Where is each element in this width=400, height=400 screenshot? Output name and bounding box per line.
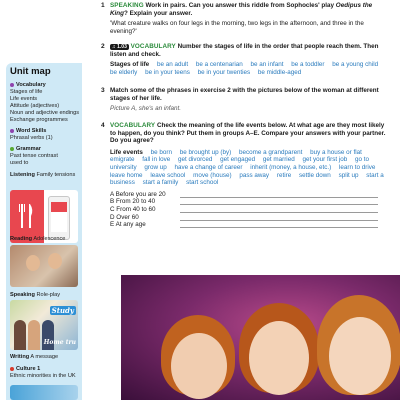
age-group-row[interactable]: B From 20 to 40 (110, 198, 388, 206)
unit-map-item: Noun and adjective endings (10, 110, 80, 116)
exercise-instruction: Number the stages of life in the order that people reach them. Then listen and check. (110, 43, 379, 58)
section-culture: Culture 1 (10, 366, 82, 373)
exercise-instruction: Work in pairs. Can you answer this riddle from Sophocles' play (145, 2, 335, 9)
section-grammar: Grammar (10, 146, 82, 153)
age-groups (110, 191, 388, 229)
word-item: get your first job (302, 156, 348, 164)
word-item: be a young child (332, 61, 379, 69)
age-group-row[interactable]: A Before you are 20 (110, 191, 388, 199)
exercise-number: 4 (101, 122, 105, 129)
home-label: Home tru (43, 339, 76, 346)
word-item: be in your twenties (197, 68, 251, 76)
word-item: fall in love (142, 156, 171, 164)
exercise-tag: VOCABULARY (110, 122, 156, 129)
example-answer: Picture A, she's an infant. (110, 105, 181, 113)
exercise-number: 1 (101, 2, 105, 9)
exercise-3 (101, 87, 388, 113)
word-item: be elderly (110, 68, 138, 76)
word-item: split up (338, 171, 359, 179)
word-item: grow up (144, 163, 167, 171)
exercise-2 (101, 43, 388, 76)
word-item: be an adult (156, 61, 189, 69)
bullet-icon (10, 147, 14, 151)
exercise-1 (101, 2, 388, 35)
word-item: leave school (150, 171, 186, 179)
section-vocabulary: Vocabulary (10, 82, 82, 89)
study-label: Study (51, 306, 74, 315)
section-writing: Writing A message (10, 354, 59, 360)
word-item: start a family (142, 179, 179, 187)
life-stages-photo (121, 275, 400, 400)
exercise-4 (101, 122, 388, 229)
word-item: be born (150, 148, 173, 156)
unit-map-item: Past tense contrast (10, 153, 58, 159)
section-word-skills: Word Skills (10, 128, 82, 135)
age-group-row[interactable]: E At any age (110, 221, 388, 229)
word-item: be a toddler (291, 61, 325, 69)
word-item: be a centenarian (195, 61, 243, 69)
word-item: retire (276, 171, 292, 179)
exercise-instruction: Match some of the phrases in exercise 2 with the pictures below of the woman at different stages of her life. (110, 87, 379, 102)
word-item: leave home (110, 171, 143, 179)
unit-map-item: Stages of life (10, 89, 43, 95)
exercise-tag: SPEAKING (110, 2, 144, 9)
word-item: move (house) (193, 171, 232, 179)
word-item: be in your teens (145, 68, 190, 76)
exercise-instruction-end: ? Explain your answer. (124, 9, 193, 17)
section-reading: Reading Adolescence (10, 236, 66, 242)
exercise-instruction: Check the meaning of the life events below. At what age are they most likely to happen, do you think? Put them in groups A–E. Compare your answers with your partner. Do you agree? (110, 122, 386, 145)
word-item: emigrate (110, 156, 135, 164)
child-face (249, 321, 309, 395)
phone-icon (48, 196, 70, 240)
answer-line[interactable] (180, 227, 378, 228)
word-item: be brought up (by) (179, 148, 232, 156)
exercise-number: 2 (101, 43, 105, 50)
bullet-icon (10, 367, 14, 371)
word-item: start a business (110, 171, 384, 187)
word-pool (110, 149, 388, 187)
unit-map-sidebar (0, 0, 82, 400)
word-item: start school (186, 179, 219, 187)
word-item: go to university (110, 156, 370, 171)
reading-thumbnail (10, 245, 78, 287)
unit-map-item: Phrasal verbs (1) (10, 135, 53, 141)
unit-map-item: Exchange programmes (10, 117, 68, 123)
word-item: learn to drive (339, 163, 376, 171)
word-item: become a grandparent (238, 148, 303, 156)
speaking-thumbnail (10, 300, 78, 350)
word-pool-heading: Life events (110, 148, 143, 156)
child-face (329, 317, 391, 395)
word-item: get engaged (220, 156, 256, 164)
word-item: pass away (239, 171, 270, 179)
child-face (171, 333, 227, 399)
unit-map-item: Attitude (adjectives) (10, 103, 60, 109)
audio-track-icon[interactable]: ♫ 1.03 (112, 44, 127, 50)
section-listening: Listening Family tensions (10, 172, 76, 178)
word-item: have a change of career (174, 163, 243, 171)
word-item: buy a house or flat (310, 148, 362, 156)
word-item: be an infant (250, 61, 284, 69)
section-speaking: Speaking Role-play (10, 292, 61, 298)
unit-map-item: Life events (10, 96, 38, 102)
culture-topic: Ethnic minorities in the UK (10, 373, 76, 379)
riddle-text: 'What creature walks on four legs in the morning, two legs in the afternoon, and three in the evening?' (110, 20, 364, 35)
word-item: get divorced (178, 156, 213, 164)
unit-map-title: Unit map (10, 66, 51, 77)
word-item: get married (262, 156, 295, 164)
word-item: be middle-aged (257, 68, 302, 76)
word-pool-heading: Stages of life (110, 61, 150, 69)
exercise-tag: VOCABULARY (130, 43, 176, 50)
bullet-icon (10, 129, 14, 133)
play-title: Oedipus the King (110, 2, 373, 17)
unit-map-item: used to (10, 160, 29, 166)
exercise-number: 3 (101, 87, 105, 94)
knife-fork-icon (18, 202, 36, 230)
word-pool (110, 61, 388, 76)
word-item: inherit (money, a house, etc.) (250, 163, 332, 171)
word-item: settle down (298, 171, 331, 179)
culture-thumbnail (10, 385, 78, 400)
bullet-icon (10, 83, 14, 87)
age-group-row[interactable]: D Over 60 (110, 214, 388, 222)
age-group-row[interactable]: C From 40 to 60 (110, 206, 388, 214)
